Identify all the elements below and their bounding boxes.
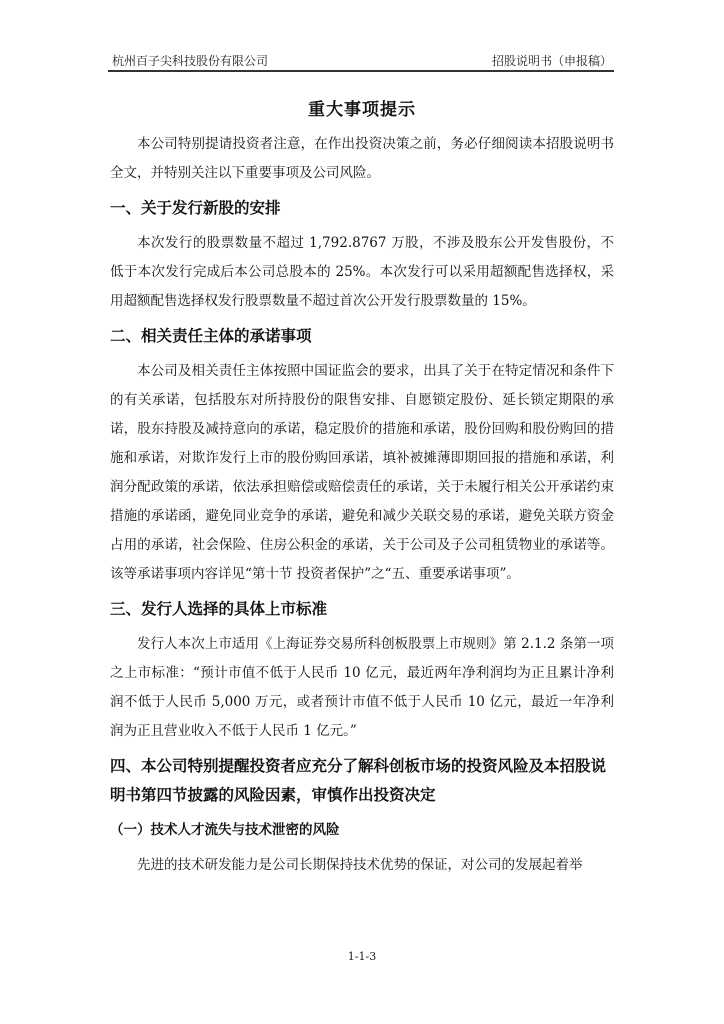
page-content bbox=[110, 96, 614, 880]
page-title: 重大事项提示 bbox=[308, 100, 416, 120]
header-divider bbox=[108, 70, 614, 72]
section-body-2: 本公司及相关责任主体按照中国证监会的要求，出具了关于在特定情况和条件下的有关承诺，包括股东对所持股份的限售安排、自愿锁定股份、延长锁定期限的承诺，股东持股及减持意向的承诺，稳定股价的措施和承诺，股份回购和股份购回的措施和承诺，对欺诈发行上市的股份购回承诺，填补被摊薄即期回报的措施和承诺，利润分配政策的承诺，依法承担赔偿或赔偿责任的承诺，关于未履行相关公开承诺约束措施的承诺函，避免同业竞争的承诺，避免和减少关联交易的承诺，避免关联方资金占用的承诺，社会保险、住房公积金的承诺，关于公司及子公司租赁物业的承诺等。该等承诺事项内容详见“第十节 投资者保护”之“五、重要承诺事项”。 bbox=[110, 363, 614, 582]
subsection-heading-4-1: （一）技术人才流失与技术泄密的风险 bbox=[110, 822, 340, 838]
page-header bbox=[108, 52, 614, 70]
section-body-3: 发行人本次上市适用《上海证券交易所科创板股票上市规则》第 2.1.2 条第一项之上市标准：“预计市值不低于人民币 10 亿元，最近两年净利润均为正且累计净利润不低于人民币 5,000 万元，或者预计市值不低于人民币 10 亿元，最近一年净利润为正且营业收入不低于人民币 1 亿元。” bbox=[110, 636, 614, 739]
section-heading-2: 二、相关责任主体的承诺事项 bbox=[110, 327, 312, 345]
header-company-name: 杭州百子尖科技股份有限公司 bbox=[112, 54, 269, 68]
intro-paragraph: 本公司特别提请投资者注意，在作出投资决策之前，务必仔细阅读本招股说明书全文，并特别关注以下重要事项及公司风险。 bbox=[110, 136, 614, 181]
section-heading-3: 三、发行人选择的具体上市标准 bbox=[110, 600, 328, 618]
section-heading-4: 四、本公司特别提醒投资者应充分了解科创板市场的投资风险及本招股说明书第四节披露的风险因素，审慎作出投资决定 bbox=[110, 757, 607, 804]
section-body-1: 本次发行的股票数量不超过 1,792.8767 万股，不涉及股东公开发售股份，不低于本次发行完成后本公司总股本的 25%。本次发行可以采用超额配售选择权，采用超额配售选择权发行股票数量不超过首次公开发行股票数量的 15%。 bbox=[110, 235, 614, 309]
page-number: 1-1-3 bbox=[347, 950, 377, 963]
header-document-type: 招股说明书（申报稿） bbox=[491, 54, 612, 68]
section-body-4: 先进的技术研发能力是公司长期保持技术优势的保证，对公司的发展起着举 bbox=[137, 857, 583, 873]
section-heading-1: 一、关于发行新股的安排 bbox=[110, 199, 281, 217]
